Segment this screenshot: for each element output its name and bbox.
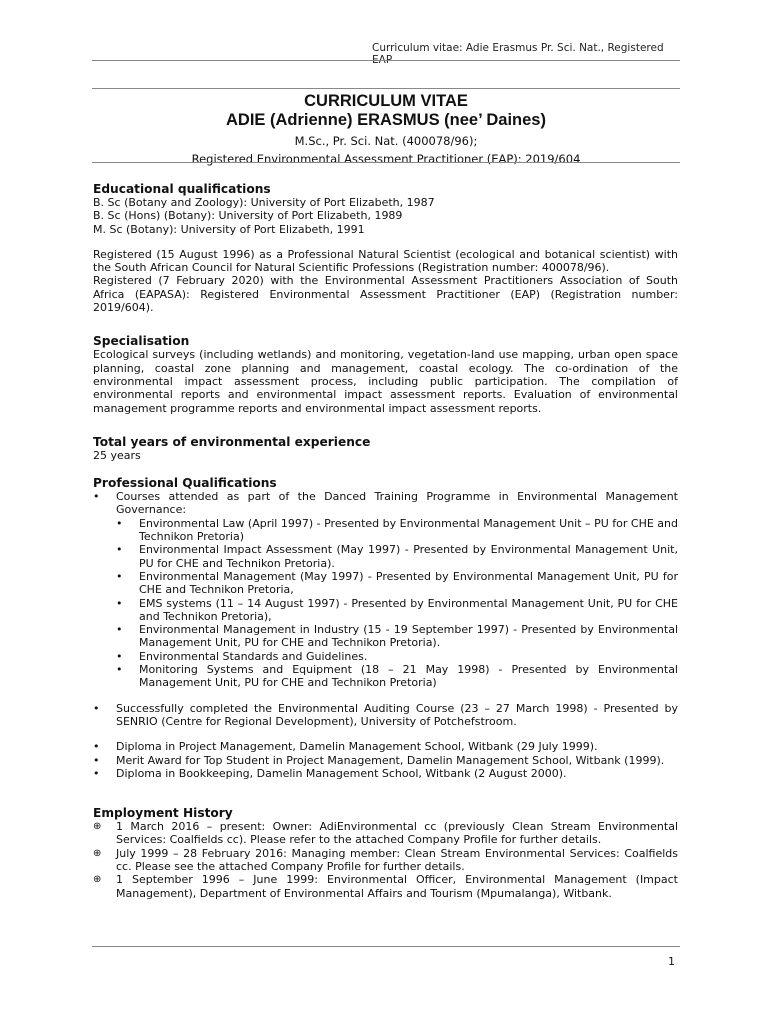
bullet-icon: • — [116, 596, 123, 610]
bullet-icon: • — [93, 701, 100, 715]
degrees-line: M.Sc., Pr. Sci. Nat. (400078/96); — [294, 134, 478, 148]
bullet-icon: • — [116, 569, 123, 583]
course-item: Environmental Management in Industry (15 - 19 September 1997) - Presented by Environmental Management Unit, PU for CHE and Technikon Pretoria). — [139, 623, 678, 650]
course-intro: Courses attended as part of the Danced Training Programme in Environmental Management Governance: — [116, 490, 678, 517]
course-list — [116, 517, 678, 690]
title-top-rule — [92, 88, 680, 89]
bullet-icon: • — [116, 543, 123, 557]
employment-item: 1 March 2016 – present: Owner: AdiEnvironmental cc (previously Clean Stream Environmental Services: Coalfields cc). Please refer to the attached Company Profile for further details. — [116, 820, 678, 847]
list-item — [93, 740, 678, 753]
list-item — [93, 754, 678, 767]
clock-icon: ⊕ — [93, 847, 102, 859]
experience-value: 25 years — [93, 448, 141, 462]
employment-item: 1 September 1996 – June 1999: Environmental Officer, Environmental Management (Impact Management), Department of Environmental Affairs and Tourism (Mpumalanga), Witbank. — [116, 873, 678, 900]
document-title: CURRICULUM VITAE — [304, 92, 468, 110]
experience-section — [93, 435, 678, 462]
registration-line: Registered Environmental Assessment Practitioner (EAP): 2019/604 — [191, 152, 581, 166]
bullet-icon: • — [93, 490, 100, 504]
course-item: Environmental Law (April 1997) - Presented by Environmental Management Unit – PU for CHE and Technikon Pretoria) — [139, 516, 678, 544]
employment-item: July 1999 – 28 February 2016: Managing member: Clean Stream Environmental Services: Coalfields cc. Please see the attached Company Profile for further details. — [116, 846, 678, 873]
education-section — [93, 182, 678, 314]
clock-icon: ⊕ — [93, 874, 102, 886]
list-item — [116, 543, 678, 570]
course-item: EMS systems (11 – 14 August 1997) - Presented by Environmental Management Unit, PU for CHE and Technikon Pretoria), — [139, 596, 678, 623]
list-item — [93, 767, 678, 780]
employment-section — [93, 806, 678, 900]
diploma-list — [93, 740, 678, 780]
professional-section — [93, 476, 678, 780]
bullet-icon: • — [116, 663, 123, 677]
list-item — [93, 847, 678, 874]
page-number: 1 — [668, 955, 675, 968]
specialisation-heading: Specialisation — [93, 334, 190, 349]
bullet-icon: • — [93, 766, 100, 780]
list-item — [116, 663, 678, 690]
clock-icon: ⊕ — [93, 821, 102, 833]
title-bottom-rule — [92, 162, 680, 163]
list-item — [116, 650, 678, 663]
bullet-icon: • — [93, 740, 100, 754]
specialisation-section — [93, 334, 678, 414]
cv-content — [93, 182, 678, 900]
bullet-icon: • — [116, 623, 123, 637]
experience-heading: Total years of environmental experience — [93, 434, 371, 449]
list-item — [93, 490, 678, 689]
course-item: Environmental Management (May 1997) - Presented by Environmental Management Unit, PU for CHE and Technikon Pretoria, — [139, 569, 678, 597]
auditing-course: Successfully completed the Environmental Auditing Course (23 – 27 March 1998) - Presented by SENRIO (Centre for Regional Development), University of Potchefstroom. — [116, 701, 678, 728]
running-header: Curriculum vitae: Adie Erasmus Pr. Sci. Nat., Registered EAP — [372, 42, 664, 66]
list-item — [93, 873, 678, 900]
course-item: Monitoring Systems and Equipment (18 – 21 May 1998) - Presented by Environmental Management Unit, PU for CHE and Technikon Pretoria) — [139, 663, 678, 690]
auditing-list — [93, 702, 678, 729]
diploma-item: Merit Award for Top Student in Project Management, Damelin Management School, Witbank (1999). — [116, 753, 665, 767]
registration-eapasa: Registered (7 February 2020) with the Environmental Assessment Practitioners Association of South Africa (EAPASA): Registered Environmental Assessment Practitioner (EAP) (Registration number: 2019/604). — [93, 274, 678, 315]
education-item: B. Sc (Hons) (Botany): University of Port Elizabeth, 1989 — [93, 209, 403, 223]
specialisation-text: Ecological surveys (including wetlands) and monitoring, vegetation-land use mapping, urban open space planning, coastal zone planning and management, coastal ecology. The co-ordination of the environmental impact assessment process, including public participation. The compilation of environmental reports and environmental impact assessment reports. Evaluation of environmental management programme reports and environmental impact assessment reports. — [93, 348, 678, 415]
education-item: M. Sc (Botany): University of Port Elizabeth, 1991 — [93, 222, 365, 236]
footer-rule — [92, 946, 680, 947]
bullet-icon: • — [116, 516, 123, 530]
diploma-item: Diploma in Project Management, Damelin Management School, Witbank (29 July 1999). — [116, 740, 598, 754]
bullet-icon: • — [116, 649, 123, 663]
bullet-icon: • — [93, 753, 100, 767]
list-item — [93, 820, 678, 847]
list-item — [93, 702, 678, 729]
title-block — [92, 92, 680, 168]
person-name: ADIE (Adrienne) ERASMUS (nee’ Daines) — [226, 111, 546, 129]
header-rule — [92, 60, 680, 61]
list-item — [116, 570, 678, 597]
employment-list — [93, 820, 678, 900]
employment-heading: Employment History — [93, 806, 233, 821]
course-item: Environmental Standards and Guidelines. — [139, 649, 368, 663]
education-item: B. Sc (Botany and Zoology): University of Port Elizabeth, 1987 — [93, 196, 435, 209]
diploma-item: Diploma in Bookkeeping, Damelin Management School, Witbank (2 August 2000). — [116, 766, 567, 780]
professional-heading: Professional Qualifications — [93, 476, 277, 491]
registration-sacnasp: Registered (15 August 1996) as a Professional Natural Scientist (ecological and botanical scientist) with the South African Council for Natural Scientific Professions (Registration number: 400078/96). — [93, 247, 678, 275]
list-item — [116, 597, 678, 624]
list-item — [116, 623, 678, 650]
professional-list — [93, 490, 678, 689]
list-item — [116, 517, 678, 544]
course-item: Environmental Impact Assessment (May 1997) - Presented by Environmental Management Unit, PU for CHE and Technikon Pretoria). — [139, 543, 678, 570]
education-heading: Educational qualifications — [93, 182, 271, 196]
